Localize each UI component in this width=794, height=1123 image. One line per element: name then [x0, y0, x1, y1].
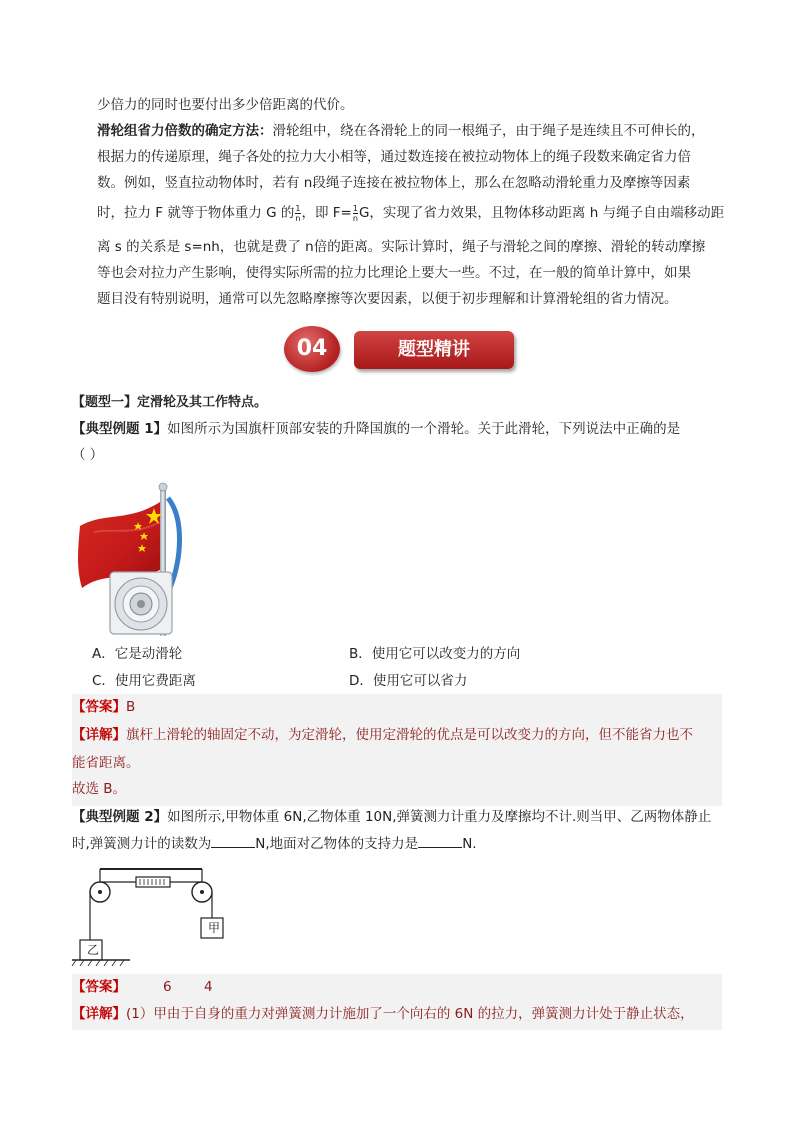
- section-badge: [284, 326, 534, 376]
- detail-label: 【详解】: [72, 727, 126, 743]
- frac-den-2: n: [352, 213, 358, 223]
- intro-line-3: 数。例如，竖直拉动物体时，若有 n段绳子连接在被拉物体上，那么在忽略动滑轮重力及摩擦等因素: [97, 175, 691, 191]
- intro-line-1-text: 滑轮组中，绕在各滑轮上的同一根绳子，由于绳子是连续且不可伸长的，: [272, 123, 705, 139]
- example1-detail: [72, 722, 693, 748]
- answer-label: 【答案】: [72, 699, 126, 715]
- example2-answer-label: 【答案】: [72, 979, 126, 995]
- answer-blank-1[interactable]: [211, 833, 255, 848]
- frac-num-2: 1: [352, 203, 358, 213]
- intro-line-2: 根据力的传递原理，绳子各处的拉力大小相等，通过数连接在被拉动物体上的绳子段数来确定省力倍: [97, 149, 691, 165]
- example1-paren: （ ）: [72, 447, 104, 463]
- detail-line-2: 能省距离。: [72, 755, 140, 771]
- intro-line-1: [97, 118, 705, 144]
- answer-value: B: [126, 699, 136, 715]
- intro-line-4-b: ，即 F=: [301, 205, 352, 221]
- block-yi-label: 乙: [86, 943, 99, 957]
- block-jia-label: 甲: [207, 921, 220, 935]
- flag-pulley-illustration: [74, 478, 186, 636]
- example2-label: 【典型例题 2】: [72, 809, 168, 825]
- option-c: C．使用它费距离: [92, 673, 196, 689]
- intro-line-5: 离 s 的关系是 s=nh，也就是费了 n倍的距离。实际计算时，绳子与滑轮之间的摩擦、滑轮的转动摩擦: [97, 239, 706, 255]
- option-b: B．使用它可以改变力的方向: [349, 646, 521, 662]
- method-label: 滑轮组省力倍数的确定方法：: [97, 123, 273, 139]
- example2-question: [72, 804, 711, 830]
- example2-answer-2: 4: [204, 979, 213, 995]
- example2-detail-line-1: (1）甲由于自身的重力对弹簧测力计施加了一个向右的 6N 的拉力，弹簧测力计处于静止状态，: [126, 1006, 694, 1022]
- intro-line-4: [97, 200, 724, 226]
- detail-line-1: 旗杆上滑轮的轴固定不动，为定滑轮，使用定滑轮的优点是可以改变力的方向，但不能省力也不: [126, 727, 693, 743]
- example2-question-line-2: [72, 831, 477, 857]
- option-d: D．使用它可以省力: [349, 673, 468, 689]
- frac-num: 1: [295, 203, 301, 213]
- example2-text-line-2-a: 时,弹簧测力计的读数为: [72, 836, 212, 852]
- example2-answer-1: 6: [163, 979, 172, 995]
- intro-line-7: 题目没有特别说明，通常可以先忽略摩擦等次要因素，以便于初步理解和计算滑轮组的省力情况。: [97, 291, 678, 307]
- detail-line-3: 故选 B。: [72, 781, 127, 797]
- section-number: 04: [284, 326, 340, 372]
- example1-answer: [72, 694, 135, 720]
- fraction-1-over-n-2: [353, 204, 358, 223]
- example2-text-line-2-c: N.: [462, 836, 477, 852]
- intro-line-0: 少倍力的同时也要付出多少倍距离的代价。: [97, 97, 354, 113]
- example1-answer-panel: [72, 694, 722, 806]
- section-title: 题型精讲: [354, 331, 514, 369]
- frac-den: n: [295, 213, 301, 223]
- intro-line-4-a: 时，拉力 F 就等于物体重力 G 的: [97, 205, 295, 221]
- fraction-1-over-n: [295, 204, 300, 223]
- answer-blank-2[interactable]: [418, 833, 462, 848]
- intro-line-6: 等也会对拉力产生影响，使得实际所需的拉力比理论上要大一些。不过，在一般的简单计算中，如果: [97, 265, 691, 281]
- example2-answer: [72, 974, 126, 1000]
- example1-question: [72, 416, 680, 442]
- option-a: A．它是动滑轮: [92, 646, 183, 662]
- example2-text-line-1: 如图所示,甲物体重 6N,乙物体重 10N,弹簧测力计重力及摩擦均不计.则当甲、乙两物体静止: [167, 809, 712, 825]
- type1-heading: 【题型一】定滑轮及其工作特点。: [72, 395, 268, 410]
- example1-text: 如图所示为国旗杆顶部安装的升降国旗的一个滑轮。关于此滑轮，下列说法中正确的是: [167, 421, 681, 437]
- example1-label: 【典型例题 1】: [72, 421, 168, 437]
- example2-detail-label: 【详解】: [72, 1006, 126, 1022]
- intro-line-4-c: G，实现了省力效果，且物体移动距离 h 与绳子自由端移动距: [358, 205, 725, 221]
- example2-text-line-2-b: N,地面对乙物体的支持力是: [255, 836, 419, 852]
- example2-detail: [72, 1001, 694, 1027]
